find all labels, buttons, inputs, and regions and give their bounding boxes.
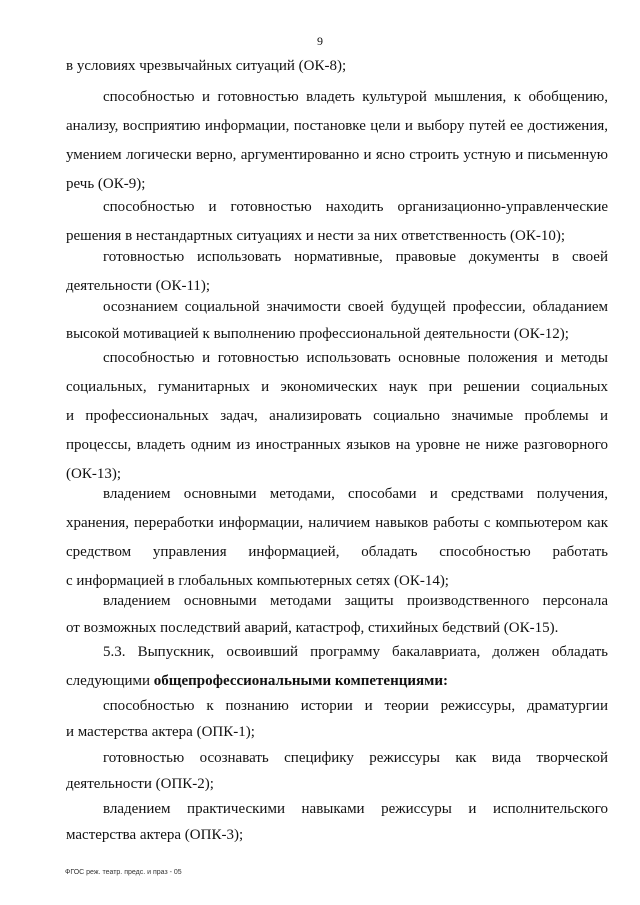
- text-line: (ОК-13);: [66, 466, 121, 482]
- bold-heading-text: общепрофессиональными компетенциями:: [153, 673, 448, 689]
- text-line: социальных, гуманитарных и экономических наук при решении социальных: [66, 379, 608, 395]
- text-line: владением основными методами, способами и средствами получения,: [103, 486, 608, 502]
- text-line: и мастерства актера (ОПК-1);: [66, 724, 255, 740]
- text-line: речь (ОК-9);: [66, 176, 146, 192]
- text-line: владением практическими навыками режиссуры и исполнительского: [103, 801, 608, 817]
- text-line: готовностью осознавать специфику режиссуры как вида творческой: [103, 750, 608, 766]
- text-line: 5.3. Выпускник, освоивший программу бакалавриата, должен обладать: [103, 644, 608, 660]
- text-line: способностью и готовностью владеть культурой мышления, к обобщению,: [103, 89, 608, 105]
- text-span: следующими: [66, 673, 154, 689]
- text-line: решения в нестандартных ситуациях и нести за них ответственность (ОК-10);: [66, 228, 566, 244]
- page-number: 9: [317, 34, 323, 48]
- text-line: деятельности (ОК-11);: [66, 278, 211, 294]
- text-line: способностью и готовностью использовать основные положения и методы: [103, 350, 608, 366]
- text-line: мастерства актера (ОПК-3);: [66, 827, 244, 843]
- text-line: осознанием социальной значимости своей будущей профессии, обладанием: [103, 299, 608, 315]
- text-line: владением основными методами защиты производственного персонала: [103, 593, 608, 609]
- text-line: способностью к познанию истории и теории режиссуры, драматургии: [103, 698, 608, 714]
- text-line: готовностью использовать нормативные, правовые документы в своей: [103, 249, 608, 265]
- text-line: процессы, владеть одним из иностранных языков на уровне не ниже разговорного: [66, 437, 608, 453]
- text-line: с информацией в глобальных компьютерных сетях (ОК-14);: [66, 573, 449, 589]
- footer-note: ФГОС реж. театр. предс. и праз - 05: [65, 869, 182, 876]
- text-line: от возможных последствий аварий, катастроф, стихийных бедствий (ОК-15).: [66, 620, 559, 636]
- text-line: деятельности (ОПК-2);: [66, 776, 214, 792]
- text-line: высокой мотивацией к выполнению профессиональной деятельности (ОК-12);: [66, 326, 569, 342]
- text-line: средством управления информацией, обладать способностью работать: [66, 544, 608, 560]
- text-line: в условиях чрезвычайных ситуаций (ОК-8);: [66, 58, 347, 74]
- text-line: анализу, восприятию информации, постановке цели и выбору путей ее достижения,: [66, 118, 608, 134]
- text-line: и профессиональных задач, анализировать социально значимые проблемы и: [66, 408, 608, 424]
- text-line: умением логически верно, аргументированно и ясно строить устную и письменную: [66, 147, 608, 163]
- text-line: способностью и готовностью находить организационно-управленческие: [103, 199, 608, 215]
- text-line: хранения, переработки информации, наличием навыков работы с компьютером как: [66, 515, 608, 531]
